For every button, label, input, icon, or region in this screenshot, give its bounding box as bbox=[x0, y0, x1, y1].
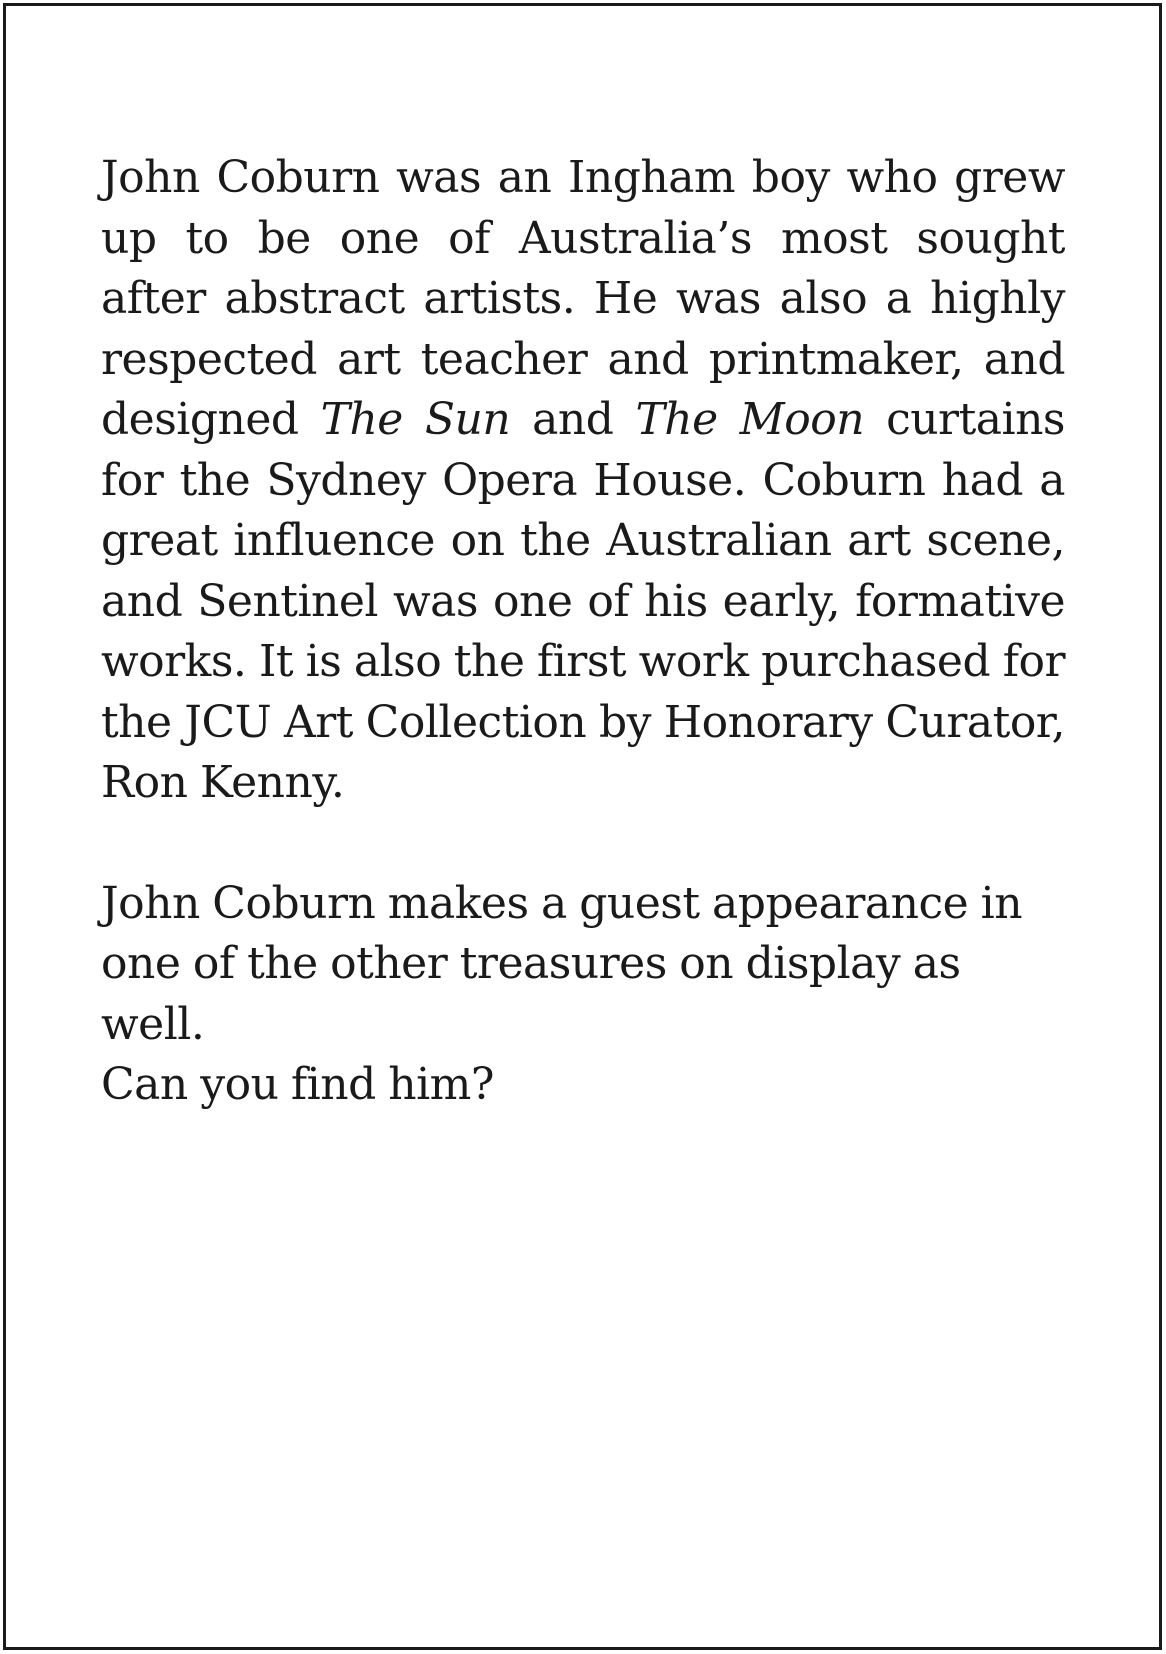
paragraph-2-line-3: Can you find him? bbox=[101, 1059, 494, 1110]
paragraph-2-line-1: John Coburn makes a guest appearance in bbox=[101, 877, 1023, 929]
text-block bbox=[101, 148, 1065, 1116]
paragraph-1-text-c: curtains for the Sydney Opera House. Coburn had a great influence on the Australian art scene, and Sentinel was one of his early, formative works. It is also the first work purchased for the JCU Art Collection by Honorary Curator, Ron Kenny. bbox=[101, 394, 1065, 808]
artwork-title-the-sun: The Sun bbox=[320, 394, 511, 445]
paragraph-1-text-a: John Coburn was an Ingham boy who grew up to be one of Australia’s most sought after abstract artists. He was also a highly respected art teacher and printmaker, and designed bbox=[101, 152, 1065, 445]
paragraph-1-text-b: and bbox=[510, 394, 636, 445]
paragraph-2 bbox=[101, 874, 1065, 1116]
artwork-title-the-moon: The Moon bbox=[635, 394, 865, 445]
paragraph-2-line-2: one of the other treasures on display as well. bbox=[101, 938, 961, 1050]
paragraph-1 bbox=[101, 148, 1065, 814]
